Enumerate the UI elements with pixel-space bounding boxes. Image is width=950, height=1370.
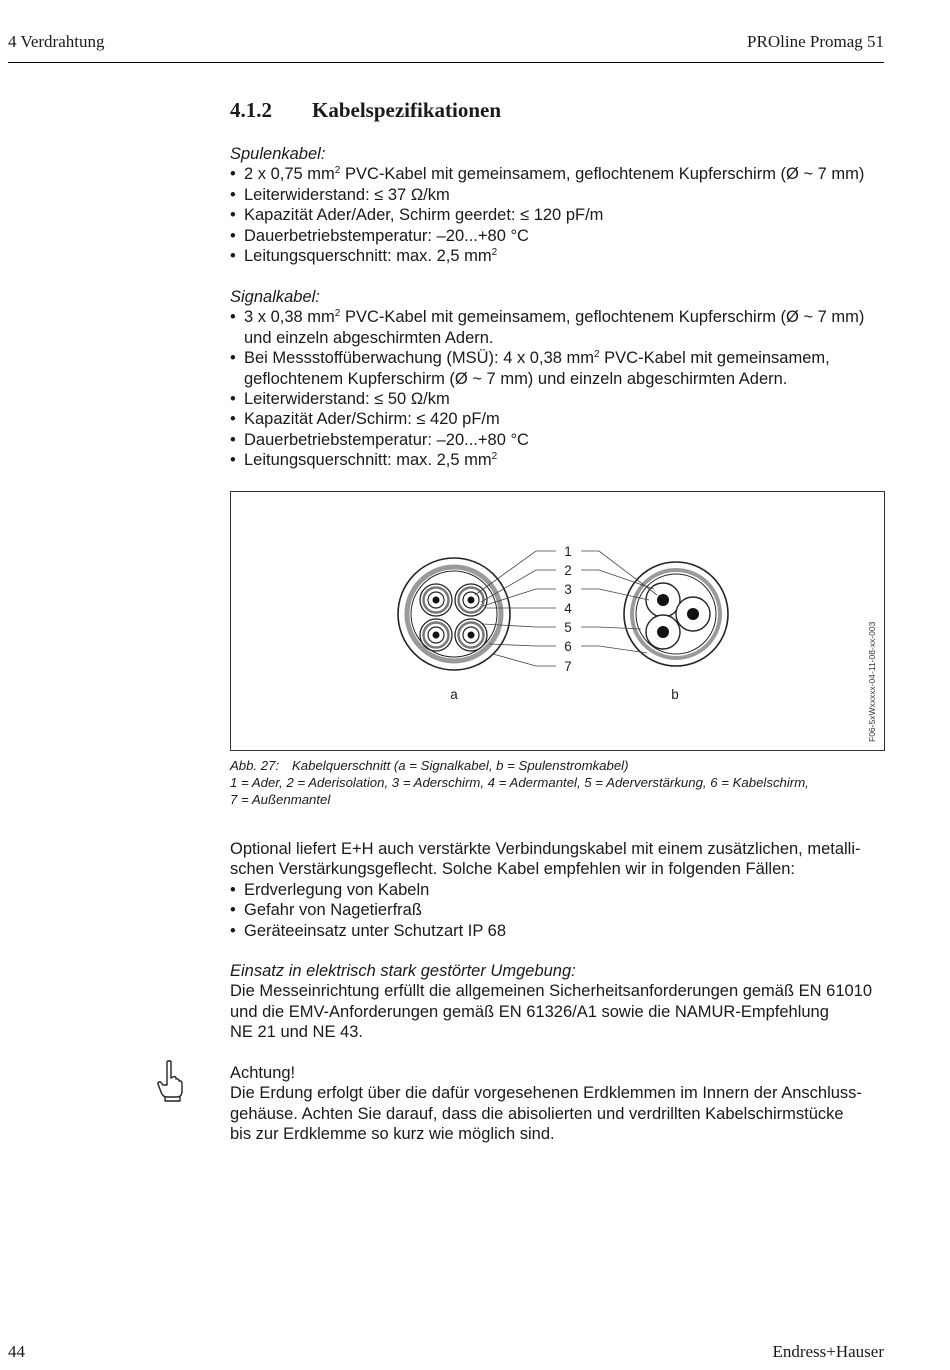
achtung-line-3: bis zur Erdklemme so kurz wie möglich sind. [230,1125,555,1144]
list-item: • 2 x 0,75 $mm^2$ PVC-Kabel mit gemeinsamem, geflochtenem Kupferschirm (Ø ~ 7 mm) [230,164,890,184]
callout-4: 4 [564,601,572,616]
einsatz-line-2: und die EMV-Anforderungen gemäß EN 61326/A1 sowie die NAMUR-Empfehlung [230,1002,829,1021]
list-item: • Leitungsquerschnitt: max. 2,5 $mm^2$ [230,246,890,266]
callout-7: 7 [564,659,572,674]
list-item: • Bei Messstoffüberwachung (MSÜ): 4 x 0,38 $mm^2$ PVC-Kabel mit gemeinsamem, geflochtenem Kupferschirm (Ø ~ 7 mm) und einzeln abgeschirmten Adern. [230,348,890,389]
list-item: • Leiterwiderstand: ≤ 50 Ω/km [230,389,890,409]
cable-cross-section-figure [230,491,885,751]
list-item: • Kapazität Ader/Schirm: ≤ 420 pF/m [230,409,890,429]
figure-code: F06-5xWxxxxx-04-11-08-xx-003 [867,621,877,742]
list-item: • Kapazität Ader/Ader, Schirm geerdet: ≤ 120 pF/m [230,205,890,225]
cable-diagram [231,492,884,750]
list-item: • Leitungsquerschnitt: max. 2,5 $mm^2$ [230,450,890,470]
list-item: • Dauerbetriebstemperatur: –20...+80 °C [230,226,890,246]
einsatz-block [230,961,890,1043]
achtung-line-2: gehäuse. Achten Sie darauf, dass die abisolierten und verdrillten Kabelschirmstücke [230,1104,844,1123]
optional-line-1: Optional liefert E+H auch verstärkte Verbindungskabel mit einem zusätzlichen, metalli- [230,840,861,858]
caption-legend-1: 1 = Ader, 2 = Aderisolation, 3 = Aderschirm, 4 = Adermantel, 5 = Aderverstärkung, 6 = Kabelschirm, [230,775,809,790]
einsatz-line-3: NE 21 und NE 43. [230,1023,363,1042]
signal-cable-drawing [398,558,510,670]
einsatz-heading: Einsatz in elektrisch stark gestörter Umgebung: [230,962,576,980]
coil-cable-drawing [624,562,728,666]
product-name: PROline Promag 51 [747,32,884,51]
signalkabel-heading: Signalkabel: [230,288,320,306]
list-item: • Erdverlegung von Kabeln [230,880,890,900]
signalkabel-list [230,307,890,470]
caption-legend-2: 7 = Außenmantel [230,792,331,807]
achtung-line-1: Die Erdung erfolgt über die dafür vorgesehenen Erdklemmen im Innern der Anschluss- [230,1084,862,1103]
page-footer [8,1342,884,1366]
spulenkabel-heading: Spulenkabel: [230,145,326,163]
figure-caption [230,757,890,808]
chapter-label: 4 Verdrahtung [8,32,105,51]
optional-line-2: schen Verstärkungsgeflecht. Solche Kabel empfehlen wir in folgenden Fällen: [230,860,796,879]
optional-block [230,839,890,941]
callout-5: 5 [564,620,572,635]
section-number: 4.1.2 [230,98,272,122]
page-header [8,32,884,63]
callout-2: 2 [564,563,572,578]
achtung-block [230,1063,890,1145]
pointing-hand-icon [155,1060,185,1107]
section-title [230,98,501,123]
callout-3: 3 [564,582,572,597]
page-number: 44 [8,1342,25,1361]
caption-title: Kabelquerschnitt (a = Signalkabel, b = Spulenstromkabel) [292,758,629,773]
callout-1: 1 [564,544,572,559]
caption-label: Abb. 27: [230,758,280,773]
einsatz-line-1: Die Messeinrichtung erfüllt die allgemeinen Sicherheitsanforderungen gemäß EN 61010 [230,982,873,1001]
section-heading: Kabelspezifikationen [312,98,502,122]
list-item: • 3 x 0,38 $mm^2$ PVC-Kabel mit gemeinsamem, geflochtenem Kupferschirm (Ø ~ 7 mm) und einzeln abgeschirmten Adern. [230,307,890,348]
optional-list [230,880,890,941]
list-item: • Leiterwiderstand: ≤ 37 Ω/km [230,185,890,205]
spulenkabel-block [230,144,890,266]
list-item: • Dauerbetriebstemperatur: –20...+80 °C [230,430,890,450]
label-a: a [450,687,458,702]
callout-6: 6 [564,639,572,654]
list-item: • Gefahr von Nagetierfraß [230,900,890,920]
spulenkabel-list [230,164,890,266]
achtung-heading: Achtung! [230,1064,296,1082]
signalkabel-block [230,287,890,471]
list-item: • Geräteeinsatz unter Schutzart IP 68 [230,921,890,941]
brand-name: Endress+Hauser [772,1342,884,1361]
label-b: b [671,687,679,702]
